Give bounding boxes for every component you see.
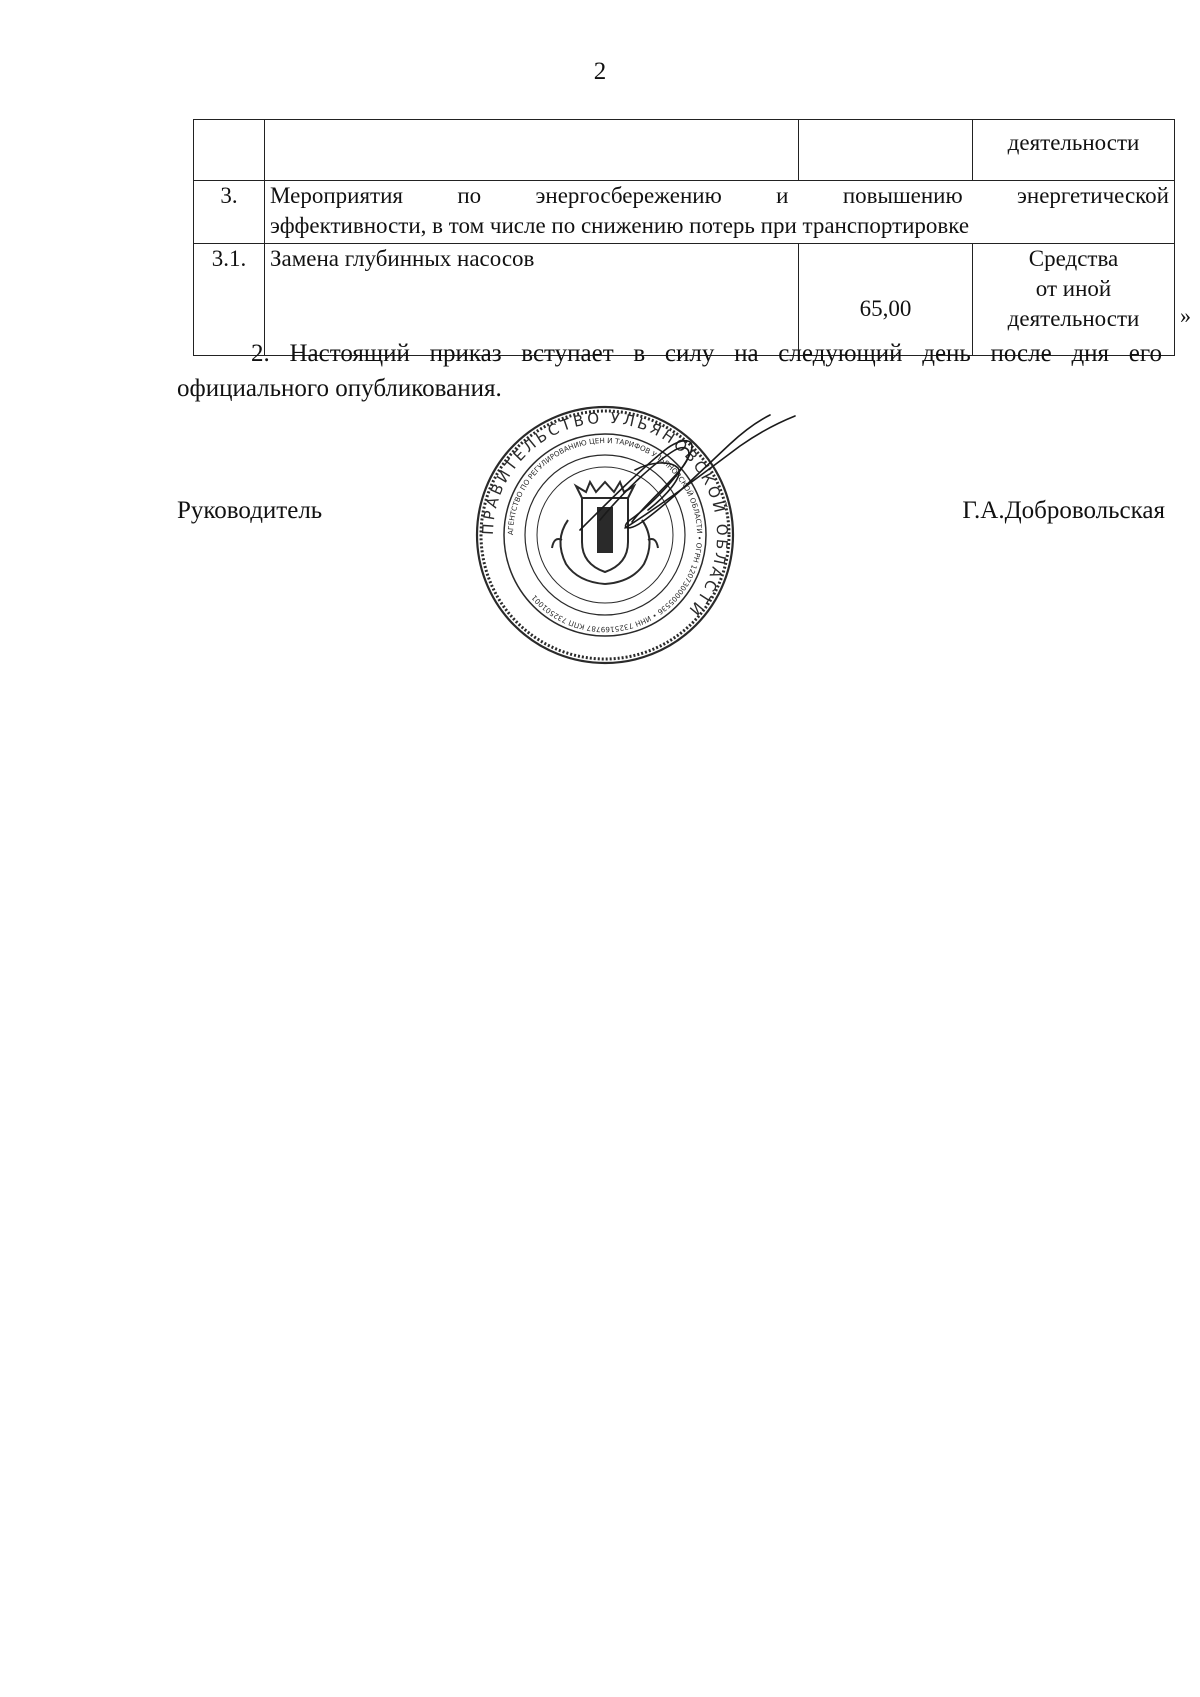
paragraph-line2: официального опубликования. <box>177 375 502 402</box>
handwritten-signature-icon <box>570 410 800 590</box>
cell-amount <box>799 120 973 181</box>
section-number: 3. <box>194 181 265 244</box>
item-source-line1: Средства <box>1028 246 1119 271</box>
seal-outer-text: ПРАВИТЕЛЬСТВО УЛЬЯНОВСКОЙ ОБЛАСТИ <box>478 408 732 621</box>
section-title-line1: Мероприятия по энергосбережению и повышению энергетической <box>270 183 1169 208</box>
section-title-line2: эффективности, в том числе по снижению потерь при транспортировке <box>270 213 970 238</box>
measures-table <box>193 119 1175 356</box>
effective-date-paragraph <box>177 336 1162 406</box>
cell-name <box>265 120 799 181</box>
item-number: 3.1. <box>194 244 265 356</box>
item-amount: 65,00 <box>799 244 973 356</box>
signatory-title: Руководитель <box>177 497 323 524</box>
seal-inner-text: АГЕНТСТВО ПО РЕГУЛИРОВАНИЮ ЦЕН И ТАРИФОВ УЛЬЯНОВСКОЙ ОБЛАСТИ • ОГРН 1207300005536 • ИНН 7325169787 КПП 732501001 <box>505 435 705 635</box>
cell-source: деятельности <box>973 120 1175 181</box>
item-source-line3: деятельности <box>1007 306 1140 331</box>
item-name: Замена глубинных насосов <box>265 244 799 356</box>
table-row-continuation <box>194 120 1175 181</box>
section-title <box>265 181 1175 244</box>
table-row-section <box>194 181 1175 244</box>
item-source-line2: от иной <box>1035 276 1112 301</box>
cell-num <box>194 120 265 181</box>
signatory-name: Г.А.Добровольская <box>962 497 1165 524</box>
closing-quote: » <box>1180 303 1191 328</box>
paragraph-line1: 2. Настоящий приказ вступает в силу на следующий день после дня его <box>251 340 1162 367</box>
page-number: 2 <box>593 58 607 85</box>
